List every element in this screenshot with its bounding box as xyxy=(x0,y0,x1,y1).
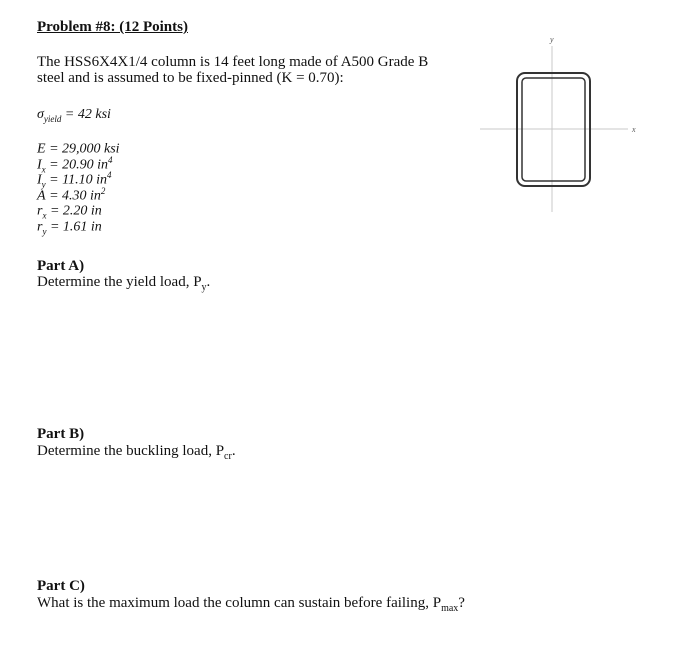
part-a-end: . xyxy=(206,274,211,290)
part-a-sub: y xyxy=(201,282,207,293)
yield-stress xyxy=(37,107,111,124)
part-c-text: What is the maximum load the column can sustain before failing, P xyxy=(37,595,442,611)
property-rx xyxy=(37,199,120,221)
property-area xyxy=(37,184,120,204)
property-value: = 2.20 in xyxy=(46,204,102,220)
property-ix xyxy=(37,153,120,175)
part-a-text: Determine the yield load, P xyxy=(37,274,202,290)
property-sub: x xyxy=(42,210,47,221)
property-sup: 4 xyxy=(106,170,112,181)
part-a-title: Part A) xyxy=(37,258,85,274)
sigma-value: = 42 ksi xyxy=(61,107,111,122)
part-c-title: Part C) xyxy=(37,578,85,594)
property-symbol: A xyxy=(37,188,46,204)
part-b-sub: cr xyxy=(224,451,232,462)
property-iy xyxy=(37,168,120,190)
property-value: = 20.90 in xyxy=(45,157,109,173)
property-sub: y xyxy=(41,179,46,190)
cross-section-svg xyxy=(478,36,638,216)
part-b-question xyxy=(37,443,236,462)
property-value: = 1.61 in xyxy=(46,219,102,235)
property-symbol: E xyxy=(37,141,46,157)
property-symbol: r xyxy=(37,219,43,235)
sigma-subscript: yield xyxy=(43,113,62,124)
part-b-title: Part B) xyxy=(37,426,85,442)
property-sub: y xyxy=(42,226,47,237)
property-symbol: I xyxy=(37,157,42,173)
property-symbol: r xyxy=(37,204,43,220)
property-ry xyxy=(37,215,120,237)
part-c-end: ? xyxy=(458,595,465,611)
sigma-symbol: σ xyxy=(37,107,44,122)
part-c-sub: max xyxy=(441,603,459,614)
section-properties xyxy=(37,137,120,237)
property-sup: 4 xyxy=(108,154,113,165)
x-axis-label: x xyxy=(632,125,636,134)
property-value: = 4.30 in xyxy=(45,188,101,204)
intro-line-1: The HSS6X4X1/4 column is 14 feet long made of A500 Grade B xyxy=(37,54,429,70)
property-sup: 2 xyxy=(100,185,106,196)
problem-intro xyxy=(37,54,457,86)
part-b-text: Determine the buckling load, P xyxy=(37,443,225,459)
part-c-question xyxy=(37,595,465,614)
property-symbol: I xyxy=(37,172,42,188)
problem-title: Problem #8: (12 Points) xyxy=(37,19,188,35)
cross-section-figure xyxy=(478,36,638,216)
intro-line-2: steel and is assumed to be fixed-pinned (K = 0.70): xyxy=(37,70,344,86)
y-axis-label: y xyxy=(550,36,554,44)
property-value: = 11.10 in xyxy=(45,172,107,188)
part-a-question xyxy=(37,274,210,293)
part-b-end: . xyxy=(231,443,236,459)
property-sub: x xyxy=(41,164,46,175)
property-value: = 29,000 ksi xyxy=(45,141,120,157)
property-modulus xyxy=(37,137,120,157)
